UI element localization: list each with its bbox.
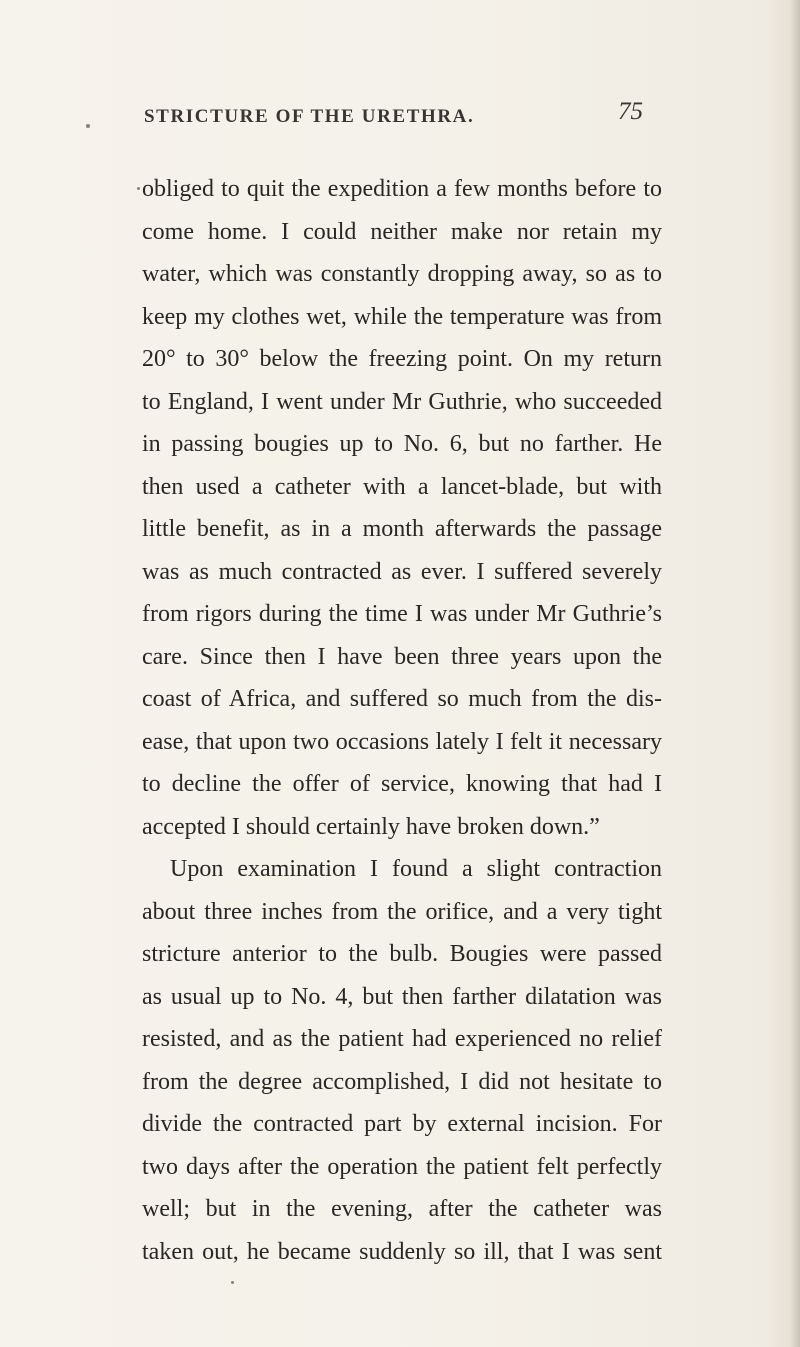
text-line: stricture anterior to the bulb. Bougies were passed	[142, 941, 662, 967]
text-line: taken out, he became suddenly so ill, that I was sent	[142, 1238, 662, 1265]
running-head	[140, 100, 770, 136]
text-line: accepted I should certainly have broken down.”	[142, 813, 600, 840]
text-line: to decline the offer of service, knowing that had I	[142, 771, 662, 797]
text-line-paragraph-start: Upon examination I found a slight contraction	[170, 856, 662, 882]
header-title: STRICTURE OF THE URETHRA.	[144, 106, 475, 127]
text-line: was as much contracted as ever. I suffered severely	[142, 558, 662, 585]
paper-speck	[137, 187, 140, 190]
text-line: then used a catheter with a lancet-blade, but with	[142, 473, 662, 500]
paper-speck	[231, 1281, 234, 1284]
text-line: from the degree accomplished, I did not hesitate to	[142, 1068, 662, 1095]
text-line: come home. I could neither make nor retain my	[142, 218, 662, 245]
text-line: obliged to quit the expedition a few months before to	[142, 176, 662, 202]
text-line: care. Since then I have been three years upon the	[142, 643, 662, 670]
text-line: two days after the operation the patient felt perfectly	[142, 1153, 662, 1180]
text-line: keep my clothes wet, while the temperature was from	[142, 303, 662, 330]
text-line: about three inches from the orifice, and a very tight	[142, 898, 662, 925]
text-line: little benefit, as in a month afterwards the passage	[142, 516, 662, 542]
text-line: 20° to 30° below the freezing point. On my return	[142, 346, 662, 372]
page-number: 75	[618, 98, 643, 125]
text-line: well; but in the evening, after the catheter was	[142, 1196, 662, 1222]
text-line: as usual up to No. 4, but then farther dilatation was	[142, 983, 662, 1010]
text-line: ease, that upon two occasions lately I felt it necessary	[142, 728, 662, 755]
text-line: resisted, and as the patient had experienced no relief	[142, 1026, 662, 1052]
text-line: divide the contracted part by external incision. For	[142, 1111, 662, 1137]
text-line: in passing bougies up to No. 6, but no farther. He	[142, 431, 662, 457]
page-edge-shadow	[790, 0, 800, 1347]
body-text	[142, 168, 662, 1273]
text-line: water, which was constantly dropping away, so as to	[142, 261, 662, 287]
text-line: from rigors during the time I was under Mr Guthrie’s	[142, 601, 662, 627]
paper-speck	[86, 124, 90, 128]
text-line: coast of Africa, and suffered so much from the dis-	[142, 686, 662, 712]
text-line: to England, I went under Mr Guthrie, who succeeded	[142, 388, 662, 415]
